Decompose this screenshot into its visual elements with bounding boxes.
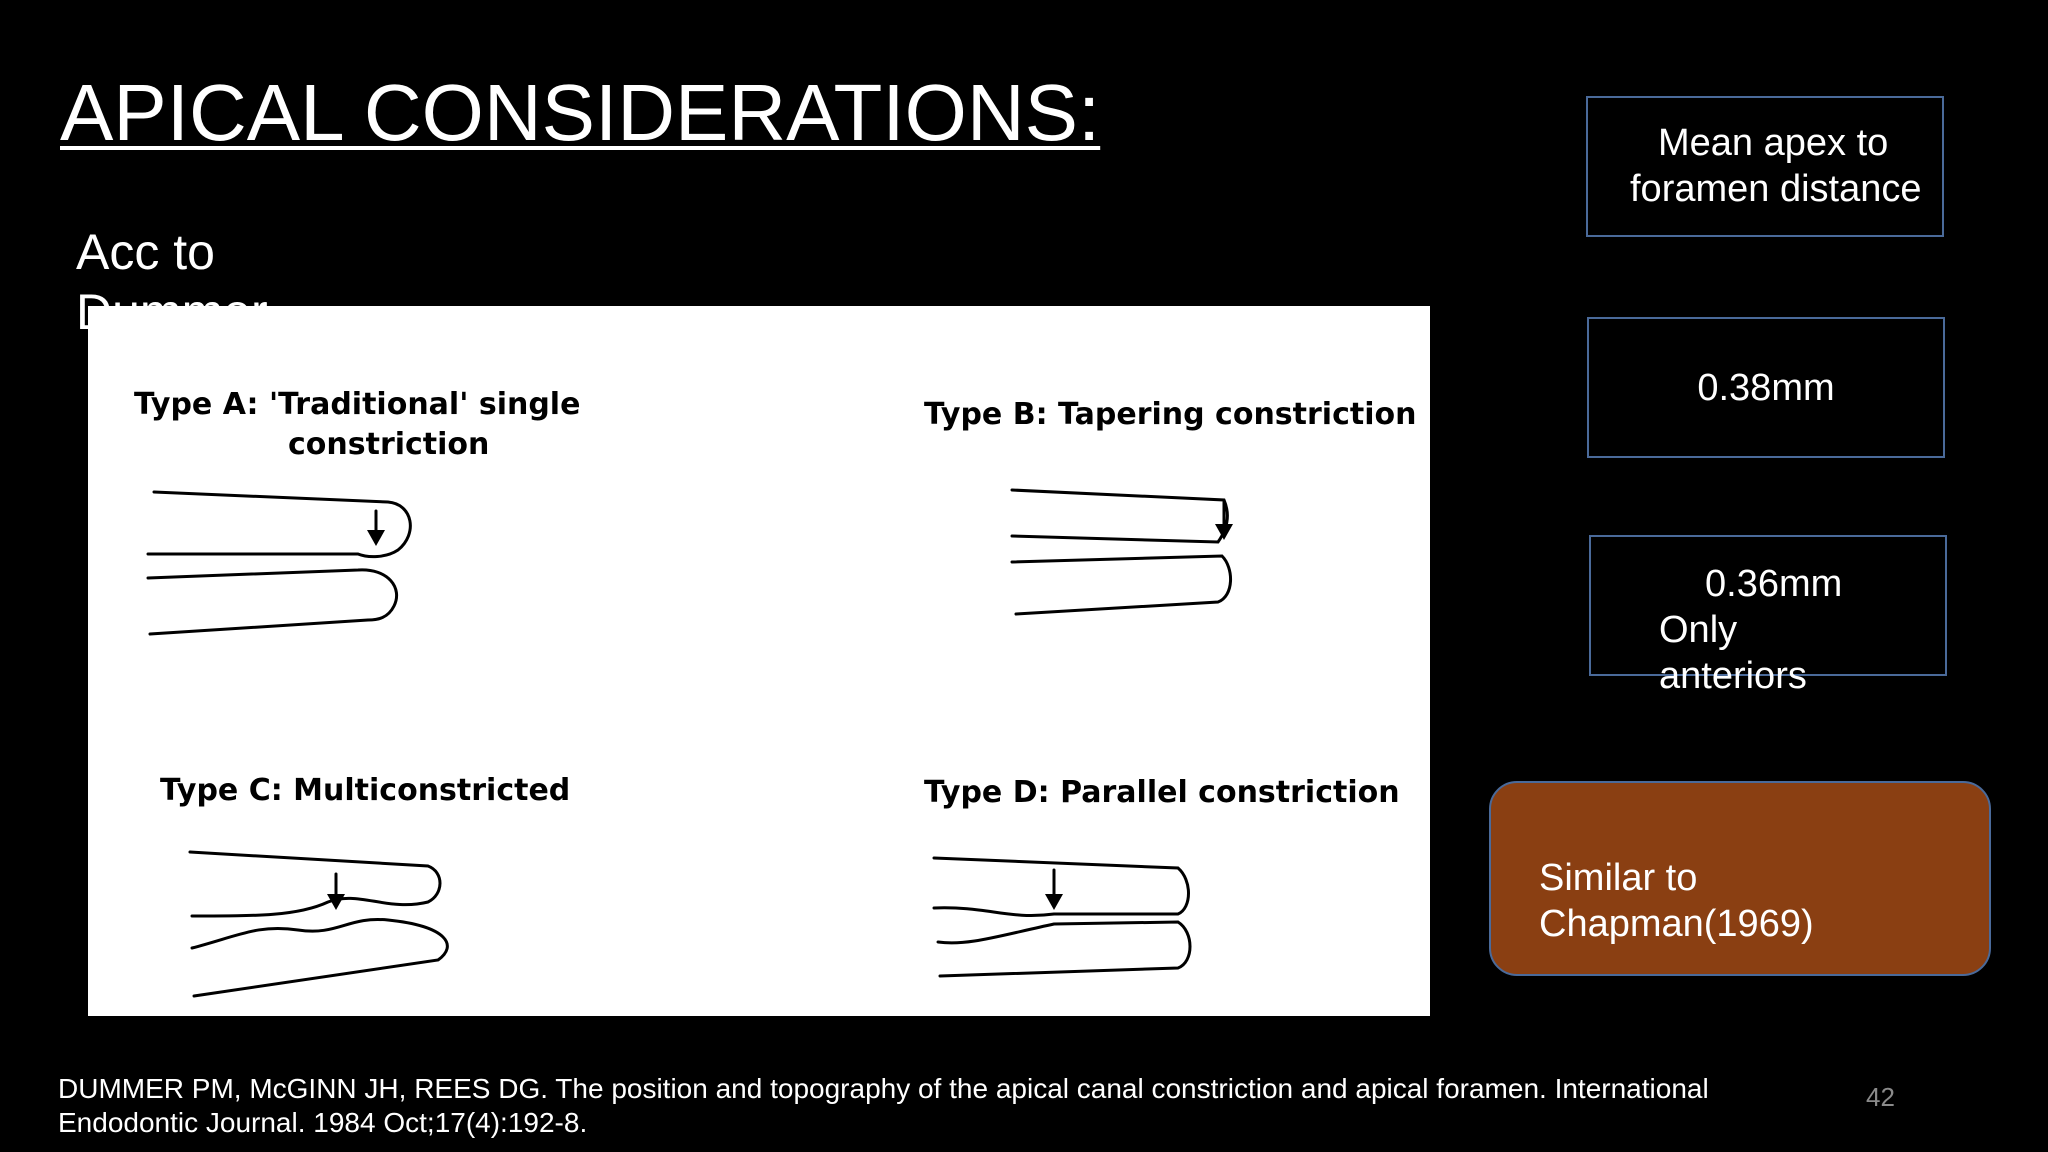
value-036-text: 0.36mm — [1705, 563, 1843, 605]
type-a-label-line1: Type A: 'Traditional' single — [134, 387, 581, 422]
type-c-label: Type C: Multiconstricted — [160, 773, 571, 808]
type-a-label-line2: constriction — [288, 427, 490, 462]
value-038-text: 0.38mm — [1697, 367, 1835, 409]
page-number: 42 — [1866, 1082, 1895, 1112]
reference-citation: DUMMER PM, McGINN JH, REES DG. The position and topography of the apical canal constriction and apical foramen. International Endodontic Journal. 1984 Oct;17(4):192-8. — [58, 1073, 1709, 1138]
constriction-diagram — [88, 306, 1430, 1016]
type-b-drawing — [1012, 490, 1233, 614]
value-box-036 — [1589, 535, 1947, 697]
type-d-label: Type D: Parallel constriction — [924, 775, 1400, 810]
type-b-label: Type B: Tapering constriction — [924, 397, 1417, 432]
value-box-038 — [1587, 317, 1945, 458]
type-a-drawing — [148, 492, 410, 634]
type-d-drawing — [934, 858, 1190, 976]
mean-distance-box — [1586, 96, 1944, 237]
only-anteriors-text: Only anteriors — [1659, 609, 1807, 697]
type-c-drawing — [190, 852, 447, 996]
mean-distance-text: Mean apex to foramen distance — [1630, 122, 1922, 210]
constriction-types-figure — [88, 306, 1430, 1016]
chapman-note-text: Similar to Chapman(1969) — [1539, 857, 1814, 945]
subtitle-acc-to-dummer: Acc to Dummer — [76, 224, 268, 340]
slide-title: APICAL CONSIDERATIONS: — [60, 68, 1101, 157]
chapman-note-box — [1489, 781, 1991, 976]
